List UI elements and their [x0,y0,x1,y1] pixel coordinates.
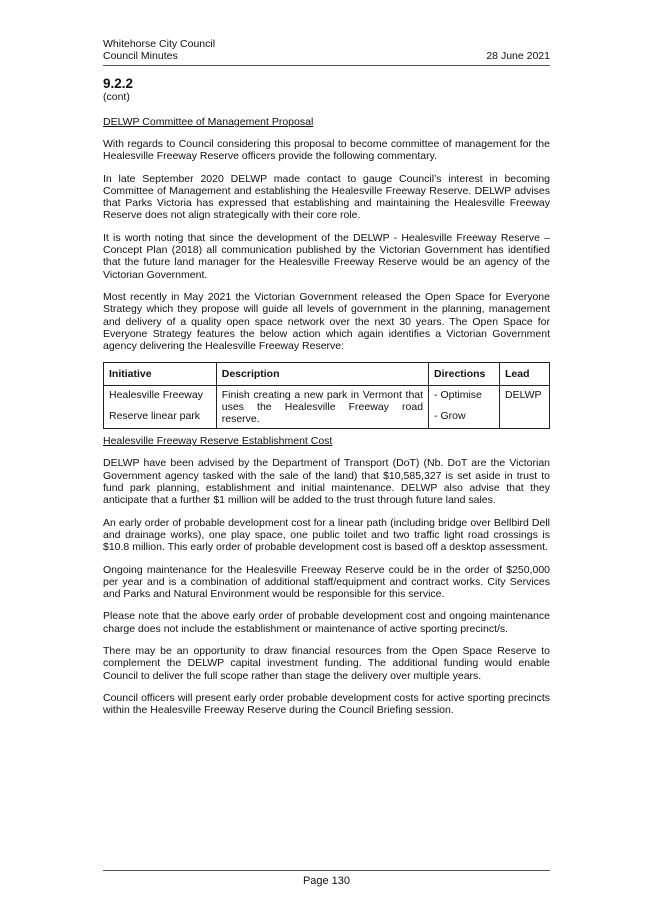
cell-initiative [104,386,217,429]
document-name: Council Minutes [103,50,178,62]
col-header-description: Description [216,363,428,386]
col-header-directions: Directions [429,363,500,386]
paragraph: Most recently in May 2021 the Victorian Government released the Open Space for Everyone Strategy which they propose will guide all levels of government in the planning, management and delivery of a quality open space network over the next 30 years. The Open Space for Everyone Strategy features the below action which again identifies a Victorian Government agency delivering the Healesville Freeway Reserve: [103,290,550,353]
paragraph: An early order of probable development cost for a linear path (including bridge over Bellbird Dell and drainage works), one play space, one public toilet and two traffic light road crossings is $10.8 million. This early order of probable development cost is based off a desktop assessment. [103,516,550,554]
direction-item: - Grow [434,409,466,422]
heading-committee-proposal: DELWP Committee of Management Proposal [103,116,314,128]
cell-description [216,386,428,429]
description-text: Finish creating a new park in Vermont that uses the Healesville Freeway road reserve. [221,389,424,426]
org-name: Whitehorse City Council [103,38,216,50]
cell-lead: DELWP [500,386,550,429]
paragraph: Ongoing maintenance for the Healesville Freeway Reserve could be in the order of $250,000 per year and is a combination of additional staff/equipment and contract works. City Services and Parks and Natural Environment would be responsible for this service. [103,563,550,601]
col-header-lead: Lead [500,363,550,386]
page-footer [103,870,550,887]
paragraph: With regards to Council considering this proposal to become committee of management for the Healesville Freeway Reserve officers provide the following commentary. [103,138,550,163]
page-header [103,38,550,66]
paragraph: DELWP have been advised by the Department of Transport (DoT) (Nb. DoT are the Victorian Government agency tasked with the sale of the land) that $10,585,327 is set aside in trust to fund park planning, establishment and initial maintenance. DELWP also advise that they anticipate that a further $1 million will be added to the trust through future land sales. [103,457,550,507]
paragraph: Council officers will present early order probable development costs for active sporting precincts within the Healesville Freeway Reserve during the Council Briefing session. [103,691,550,717]
heading-establishment-cost: Healesville Freeway Reserve Establishment Cost [103,435,333,448]
table-row [104,386,550,429]
table-header-row [104,363,550,386]
action-table [103,362,550,429]
direction-item: - Optimise [434,389,482,402]
initiative-line: Reserve linear park [109,409,201,422]
paragraph: It is worth noting that since the development of the DELWP - Healesville Freeway Reserve – Concept Plan (2018) all communication published by the Victorian Government has identified that the future land manager for the Healesville Freeway Reserve would be an agency of the Victorian Government. [103,231,550,281]
page-body [103,38,550,717]
header-date: 28 June 2021 [486,50,550,62]
paragraph: In late September 2020 DELWP made contact to gauge Council’s interest in becoming Committee of Management and establishing the Healesville Freeway Reserve. DELWP advises that Parks Victoria has expressed that establishing and maintaining the Healesville Freeway Reserve does not align strategically with their core role. [103,172,550,222]
paragraph: Please note that the above early order of probable development cost and ongoing maintenance charge does not include the establishment or maintenance of active sporting precinct/s. [103,610,550,635]
col-header-initiative: Initiative [104,363,217,386]
paragraph: There may be an opportunity to draw financial resources from the Open Space Reserve to complement the DELWP capital investment funding. The additional funding would enable Council to deliver the full scope rather than stage the delivery over multiple years. [103,645,550,682]
initiative-line: Healesville Freeway [109,389,203,402]
section-number: 9.2.2 [103,76,134,91]
cell-directions [429,386,500,429]
section-cont: (cont) [103,91,130,103]
page-number: Page 130 [302,875,351,887]
